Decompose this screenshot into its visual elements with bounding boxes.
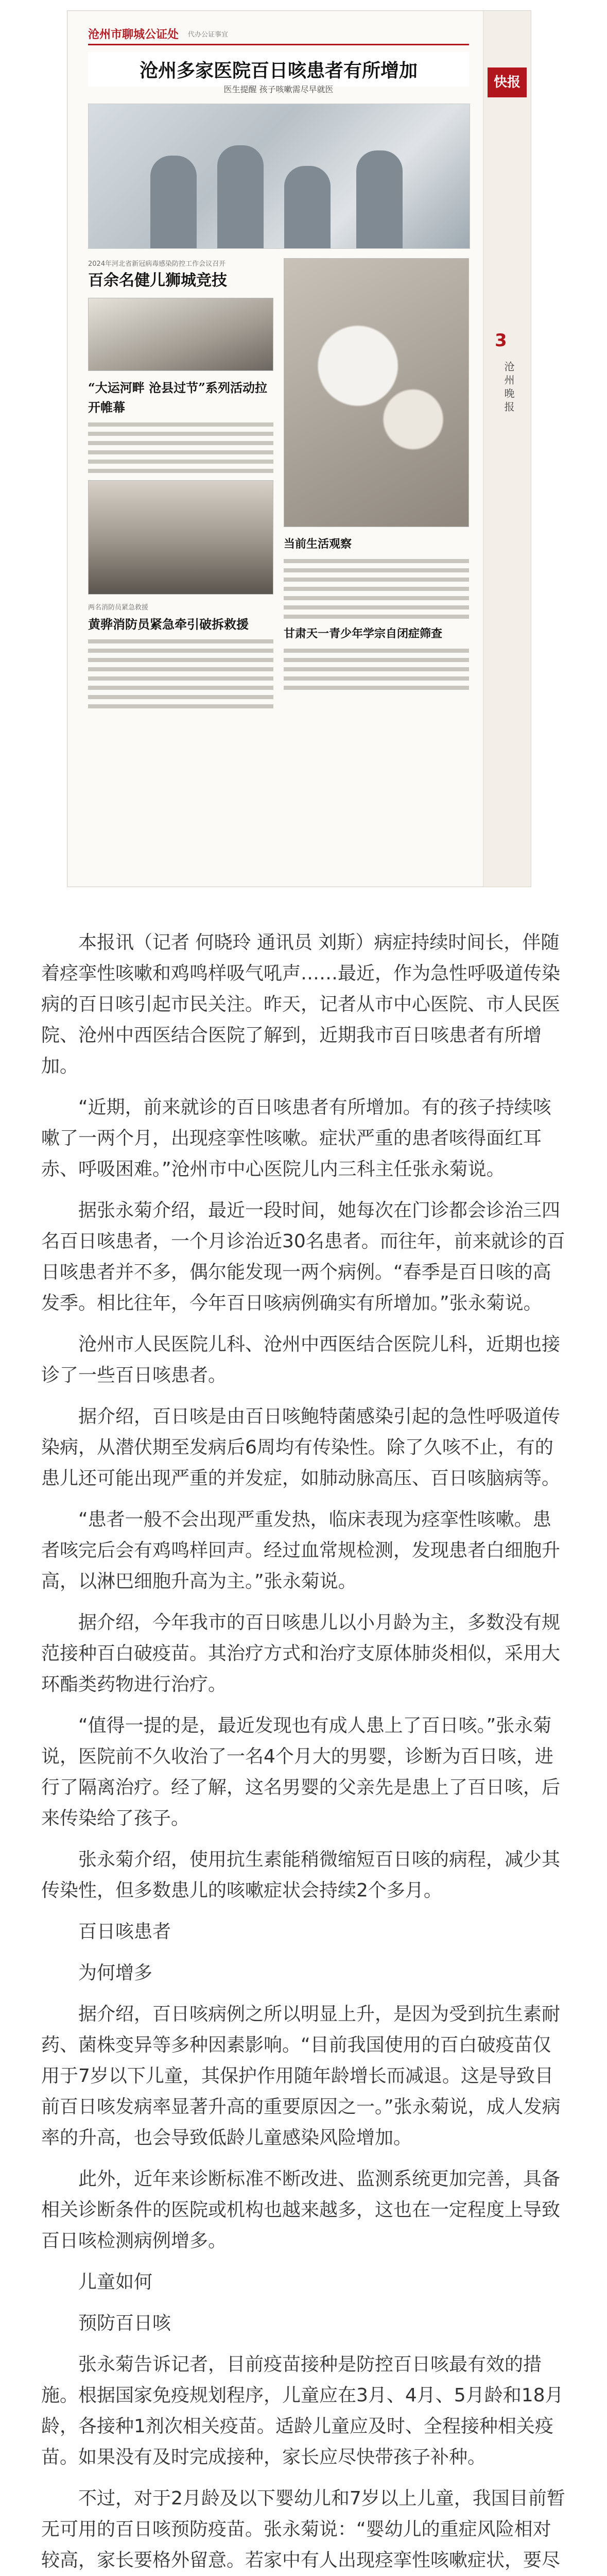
left-headline-3: 黄骅消防员紧急牵引破拆救援 [88,617,249,632]
article-paragraph: 本报讯（记者 何晓玲 通讯员 刘斯）病症持续时间长，伴随着痉挛性咳嗽和鸡鸣样吸气吼声……最近，作为急性呼吸道传染病的百日咳引起市民关注。昨天，记者从市中心医院、市人民医院、沧州中西医结合医院了解到，近期我市百日咳患者有所增加。 [41,932,561,1077]
article-paragraph: 沧州市人民医院儿科、沧州中西医结合医院儿科，近期也接诊了一些百日咳患者。 [41,1334,561,1386]
article-paragraph: “近期，前来就诊的百日咳患者有所增加。有的孩子持续咳嗽了一两个月，出现痉挛性咳嗽。症状严重的患者咳得面红耳赤、呼吸困难。”沧州市中心医院儿内三科主任张永菊说。 [41,1097,551,1180]
article-paragraph: 据介绍，今年我市的百日咳患儿以小月龄为主，多数没有规范接种百白破疫苗。其治疗方式和治疗支原体肺炎相似，采用大环酯类药物进行治疗。 [41,1612,561,1695]
article-paragraph: “患者一般不会出现严重发热，临床表现为痉挛性咳嗽。患者咳完后会有鸡鸣样回声。经过血常规检测，发现患者白细胞升高，以淋巴细胞升高为主。”张永菊说。 [41,1509,561,1592]
section-subtitle: 预防百日咳 [78,2313,171,2334]
masthead-brand: 沧州市聊城公证处 [88,27,179,41]
newspaper-headline: 沧州多家医院百日咳患者有所增加 [88,52,469,87]
newspaper-page-image [67,10,531,887]
left-text-block [88,422,273,473]
article-paragraph: 不过，对于2月龄及以下婴幼儿和7岁以上儿童，我国目前暂无可用的百日咳预防疫苗。张永菊说：“婴幼儿的重症风险相对较高，家长要格外留意。若家中有人出现痉挛性咳嗽症状，要尽 [41,2488,565,2571]
left-text-block-2 [88,639,273,708]
section-subtitle: 为何增多 [78,1962,153,1984]
article-paragraph: 张永菊告诉记者，目前疫苗接种是防控百日咳最有效的措施。根据国家免疫规划程序，儿童应在3月、4月、5月龄和18月龄，各接种1剂次相关疫苗。适龄儿童应及时、全程接种相关疫苗。如果没有及时完成接种，家长应尽快带孩子补种。 [41,2354,564,2468]
masthead-mini: 代办公证事宜 [188,30,229,39]
side-page-number: 3 [495,330,507,351]
article-paragraph: “值得一提的是，最近发现也有成人患上了百日咳。”张永菊说，医院前不久收治了一名4个月大的男婴，诊断为百日咳，进行了隔离治疗。经了解，这名男婴的父亲先是患上了百日咳，后来传染给了孩子。 [41,1715,561,1829]
newspaper-main-photo [88,104,470,249]
side-vertical-title: 沧州晚报 [502,361,515,415]
article-paragraph: 此外，近年来诊断标准不断改进、监测系统更加完善，具备相关诊断条件的医院或机构也越来越多，这也在一定程度上导致百日咳检测病例增多。 [41,2168,561,2251]
right-headline: 当前生活观察 [284,537,352,551]
right-headline-2: 甘肃天一青少年学宗自闭症筛查 [284,627,443,640]
section-subtitle: 儿童如何 [78,2272,153,2293]
newspaper-subline: 医生提醒 孩子咳嗽需尽早就医 [223,84,334,94]
article-paragraph: 据介绍，百日咳病例之所以明显上升，是因为受到抗生素耐药、菌株变异等多种因素影响。“目前我国使用的百白破疫苗仅用于7岁以下儿童，其保护作用随年龄增长而减退。这是导致目前百日咳发病率显著升高的重要原因之一。”张永菊说，成人发病率的升高，也会导致低龄儿童感染风险增加。 [41,2004,561,2148]
left-photo-2 [88,480,273,595]
right-text-block [284,559,469,619]
left-headline: 百余名健儿狮城竞技 [88,272,227,290]
right-text-block-2 [284,649,469,690]
right-photo-blossom [284,258,469,527]
article-paragraph: 张永菊介绍，使用抗生素能稍微缩短百日咳的病程，减少其传染性，但多数患儿的咳嗽症状会持续2个多月。 [41,1849,561,1901]
left-small-headline-2: 两名消防员紧急救援 [88,604,149,612]
section-subtitle: 百日咳患者 [78,1921,171,1942]
article-paragraph: 据张永菊介绍，最近一段时间，她每次在门诊都会诊治三四名百日咳患者，一个月诊治近30名患者。而往年，前来就诊的百日咳患者并不多，偶尔能发现一两个病例。“春季是百日咳的高发季。相比往年，今年百日咳病例确实有所增加。”张永菊说。 [41,1200,565,1314]
newspaper-right-column [284,258,469,866]
left-headline-2: “大运河畔 沧县过节”系列活动拉开帷幕 [88,380,267,415]
article-paragraph: 据介绍，百日咳是由百日咳鲍特菌感染引起的急性呼吸道传染病，从潜伏期至发病后6周均有传染性。除了久咳不止，有的患儿还可能出现严重的并发症，如肺动脉高压、百日咳脑病等。 [41,1406,561,1489]
left-small-headline: 2024年河北省新冠病毒感染防控工作会议召开 [88,260,226,268]
newspaper-side-bar [483,11,531,887]
side-tag: 快报 [488,67,527,97]
left-photo-1 [88,298,273,371]
article-body [41,927,566,2576]
newspaper-masthead [88,23,469,45]
newspaper-left-column [88,258,273,866]
